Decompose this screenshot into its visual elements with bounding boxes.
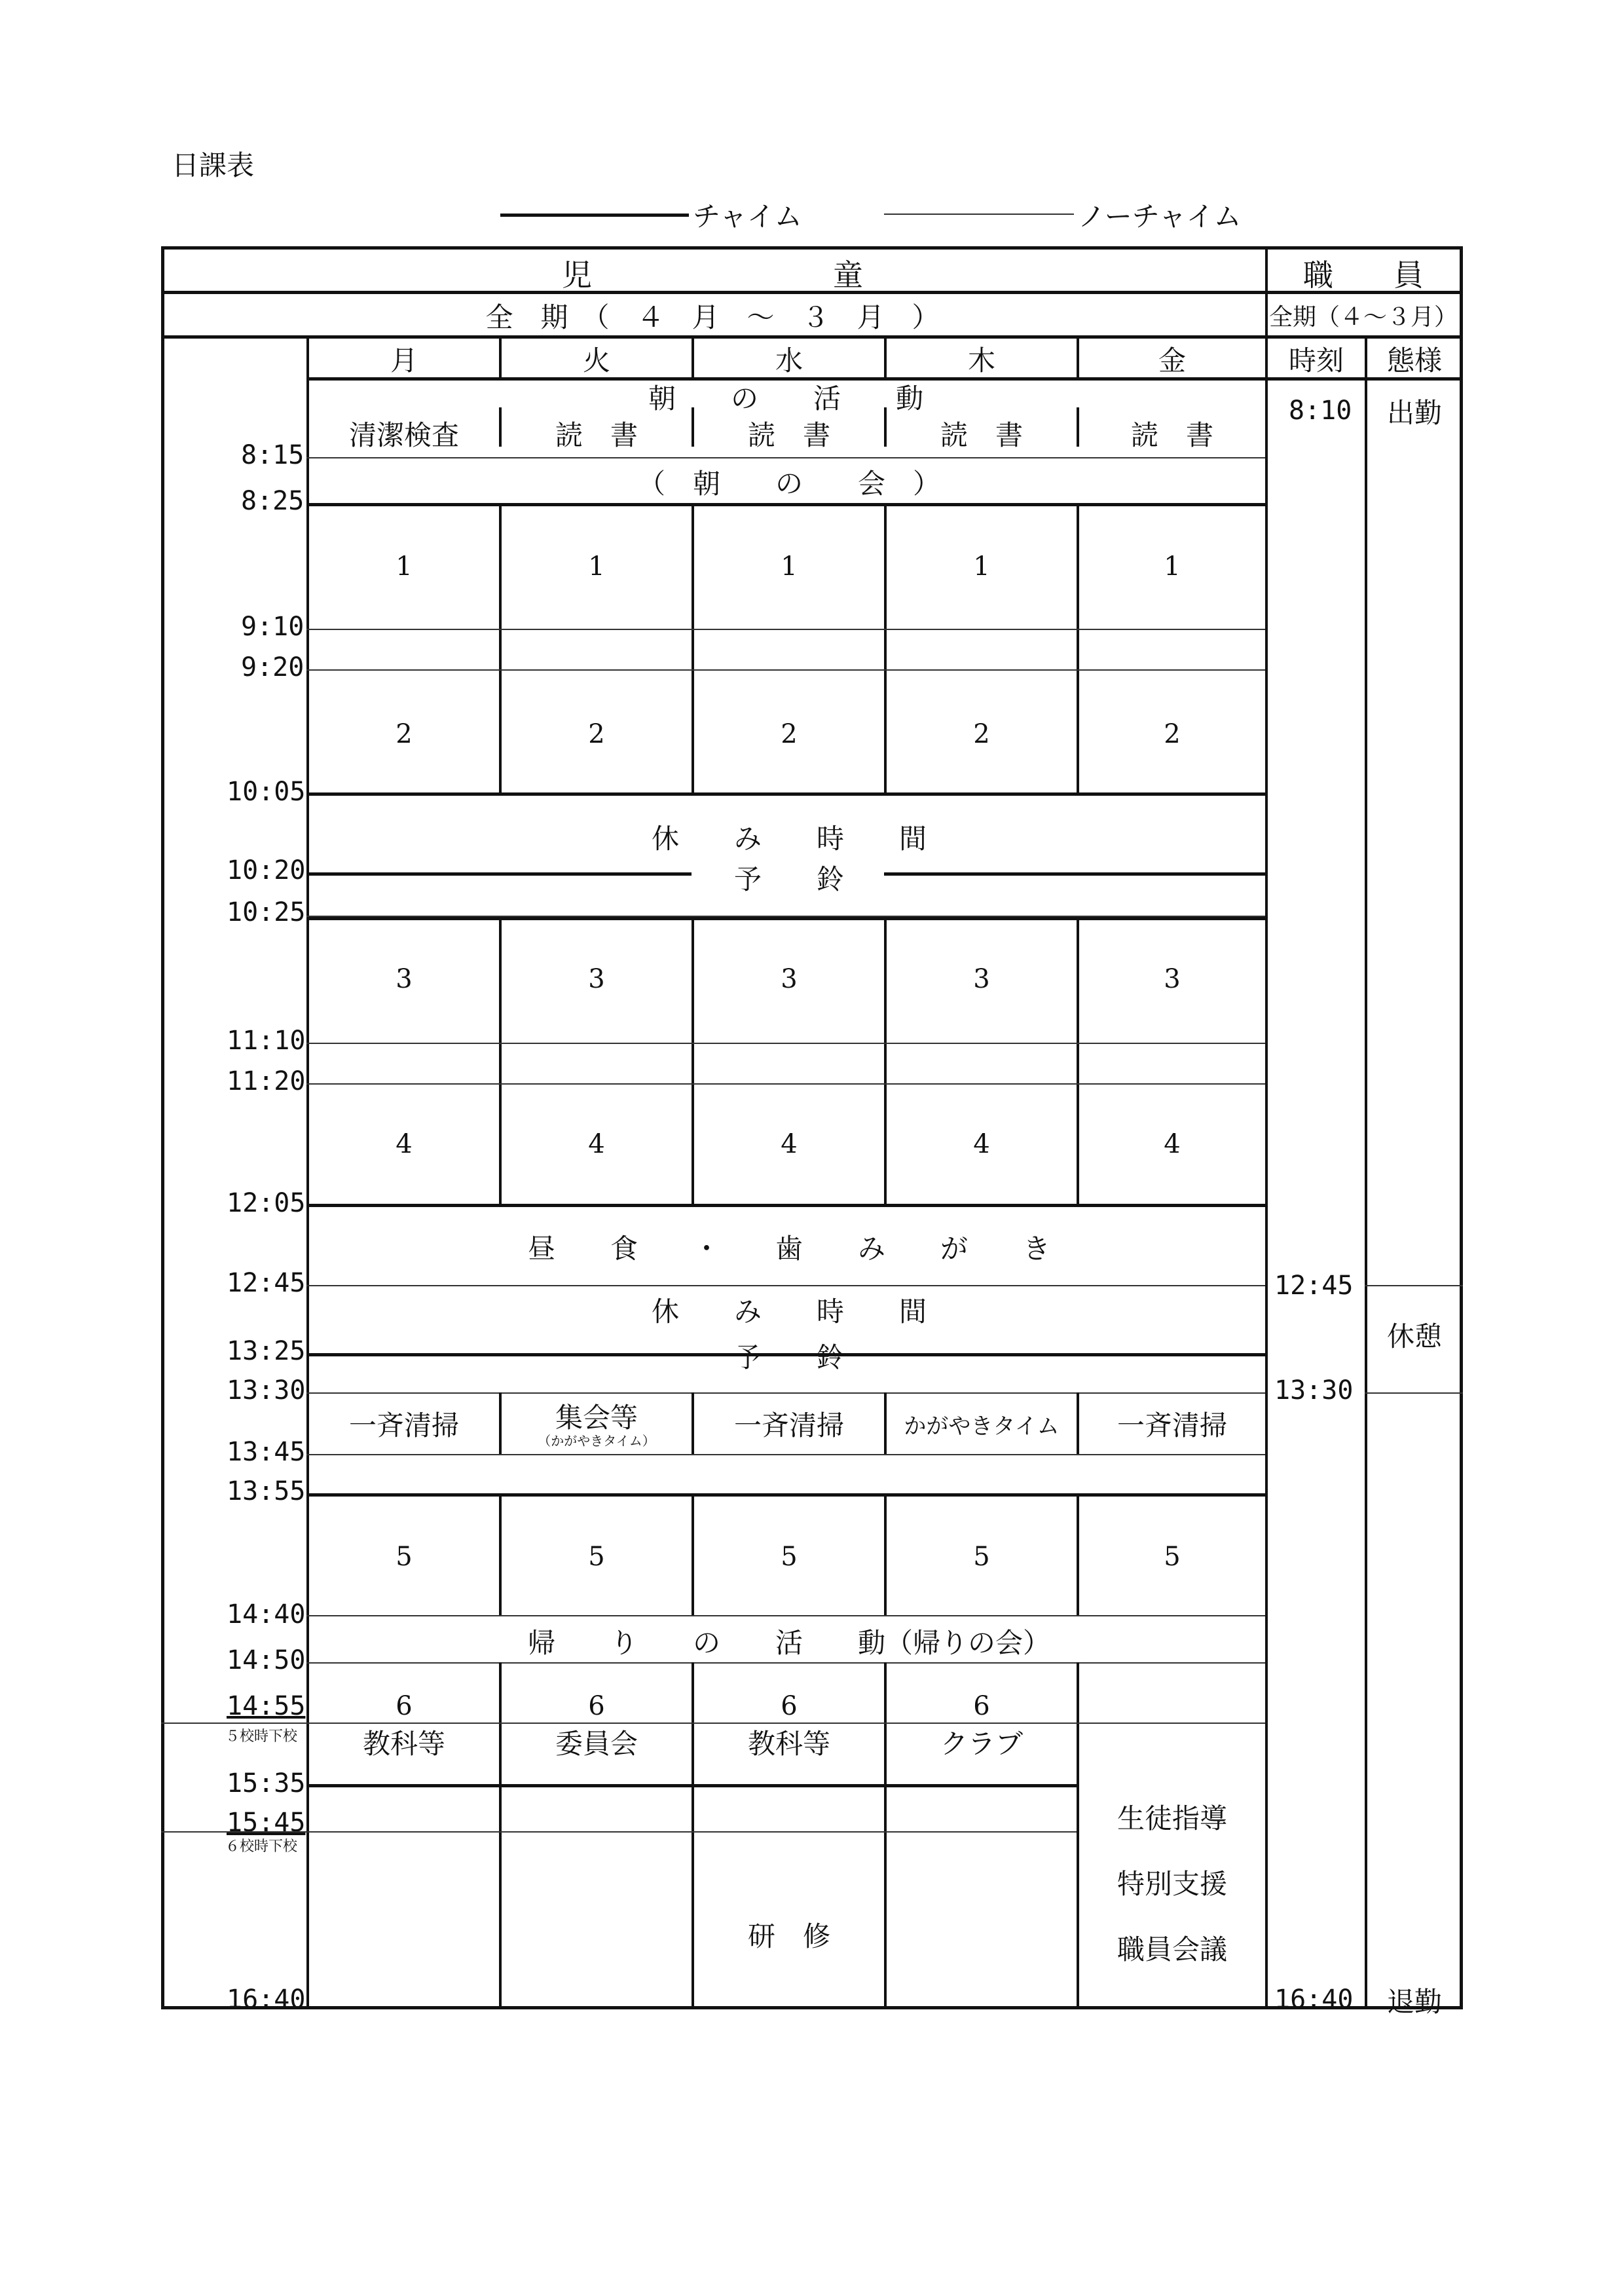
cleaning-thu: かがやきタイム [904, 1413, 1060, 1440]
line-1005 [306, 792, 1265, 796]
training-label: 研 修 [747, 1920, 831, 1952]
p5-divider-4 [1077, 1493, 1079, 1615]
p34-divider-4 [1077, 917, 1079, 1205]
period3-wed: 3 [781, 964, 798, 994]
clean-divider-1 [499, 1392, 502, 1455]
period3-thu: 3 [973, 964, 990, 994]
students-header: 児 童 [562, 257, 863, 293]
period3-fri: 3 [1164, 964, 1181, 994]
staff-rest-top [1365, 1285, 1463, 1286]
staff-col-status: 態様 [1386, 345, 1443, 377]
staff-time-rest-start: 12:45 [1274, 1271, 1354, 1301]
day-wednesday: 水 [775, 345, 803, 377]
staff-section-divider [1265, 246, 1268, 2009]
line-0815 [306, 457, 1265, 458]
p6-divider-1 [499, 1662, 502, 2009]
period5-thu: 5 [973, 1542, 990, 1572]
staff-header: 職 員 [1303, 257, 1424, 293]
time-1020: 10:20 [227, 855, 306, 885]
cleaning-mon: 一斉清掃 [348, 1409, 460, 1442]
p34-divider-2 [692, 917, 694, 1205]
period3-tue: 3 [588, 964, 605, 994]
time-1545: 15:45 [227, 1808, 306, 1838]
time-1025: 10:25 [227, 897, 306, 927]
line-1345 [306, 1454, 1265, 1455]
line-1330 [306, 1392, 1265, 1394]
period6-tue-label: 委員会 [555, 1728, 638, 1760]
line-1535 [306, 1784, 1077, 1787]
line-1245 [306, 1285, 1265, 1286]
friday-item-special-support: 特別支援 [1116, 1868, 1228, 1900]
line-0825 [306, 503, 1265, 506]
staff-col-time: 時刻 [1288, 345, 1344, 377]
line-1455-fri [1077, 1723, 1265, 1724]
staff-period: 全期（４～３月） [1268, 304, 1458, 331]
period1-mon: 1 [396, 551, 413, 582]
day-divider-2 [692, 335, 694, 377]
time-1535: 15:35 [227, 1768, 306, 1798]
time-1450: 14:50 [227, 1645, 306, 1675]
staff-time-rest-end: 13:30 [1274, 1375, 1354, 1406]
period4-mon: 4 [396, 1129, 413, 1159]
time-1440: 14:40 [227, 1599, 306, 1630]
period2-thu: 2 [973, 719, 990, 749]
period5-tue: 5 [588, 1542, 605, 1572]
time-1110: 11:10 [227, 1026, 306, 1056]
time-0815: 8:15 [241, 440, 304, 470]
staff-time-in: 8:10 [1289, 396, 1352, 426]
line-1355 [306, 1493, 1265, 1497]
staff-status-out: 退勤 [1386, 1986, 1443, 2018]
cleaning-wed: 一斉清掃 [733, 1409, 845, 1442]
cleaning-fri: 一斉清掃 [1116, 1409, 1228, 1442]
period6-wed-num: 6 [781, 1691, 798, 1721]
morning-activity-label: 朝 の 活 動 [648, 382, 924, 415]
day-monday: 月 [390, 345, 418, 377]
period4-wed: 4 [781, 1129, 798, 1159]
time-1330: 13:30 [227, 1375, 306, 1406]
chime-legend-label: チャイム [693, 200, 802, 233]
staff-time-out: 16:40 [1274, 1984, 1354, 2015]
morning-divider-3 [884, 407, 887, 447]
morning-item-thu: 読 書 [940, 419, 1024, 451]
period3-mon: 3 [396, 964, 413, 994]
time-1455: 14:55 [227, 1691, 306, 1721]
period6-tue-num: 6 [588, 1691, 605, 1721]
period6-thu-num: 6 [973, 1691, 990, 1721]
p6-divider-2 [692, 1662, 694, 2009]
morning-divider-2 [692, 407, 694, 447]
period1-fri: 1 [1164, 551, 1181, 582]
p6-divider-3 [884, 1662, 887, 2009]
day-thursday: 木 [967, 345, 996, 377]
period5-fri: 5 [1164, 1542, 1181, 1572]
line-0920 [306, 669, 1265, 671]
staff-rest-bottom [1365, 1392, 1463, 1394]
chime-legend-line [500, 214, 689, 217]
line-1440 [306, 1615, 1265, 1616]
morning-item-mon: 清潔検査 [348, 419, 460, 451]
friday-item-guidance: 生徒指導 [1116, 1802, 1228, 1835]
time-column-divider [306, 335, 309, 2009]
day-divider-4 [1077, 335, 1079, 377]
clean-divider-4 [1077, 1392, 1079, 1455]
p34-divider-1 [499, 917, 502, 1205]
p6-divider-4 [1077, 1662, 1079, 2009]
line-1205 [306, 1204, 1265, 1207]
lunch-label: 昼 食 ・ 歯 み が き [527, 1233, 1051, 1265]
staff-status-in: 出勤 [1386, 397, 1443, 429]
morning-divider-1 [499, 407, 502, 447]
break1-label: 休 み 時 間 [651, 823, 927, 855]
line-1020-right [884, 872, 1265, 876]
morning-meeting-label: （ 朝 の 会 ） [637, 468, 941, 500]
friday-item-staff-meeting: 職員会議 [1116, 1933, 1228, 1965]
p12-divider-3 [884, 503, 887, 794]
clean-divider-2 [692, 1392, 694, 1455]
time-1640: 16:40 [227, 1984, 306, 2015]
period2-tue: 2 [588, 719, 605, 749]
morning-divider-4 [1077, 407, 1079, 447]
p12-divider-2 [692, 503, 694, 794]
period4-thu: 4 [973, 1129, 990, 1159]
time-1355: 13:55 [227, 1476, 306, 1506]
clean-divider-3 [884, 1392, 887, 1455]
day-divider-1 [499, 335, 502, 377]
period6-thu-label: クラブ [940, 1728, 1024, 1760]
line-1110 [306, 1043, 1265, 1044]
morning-item-fri: 読 書 [1130, 419, 1214, 451]
p5-divider-3 [884, 1493, 887, 1615]
cleaning-tue: 集会等 [555, 1402, 638, 1434]
p12-divider-1 [499, 503, 502, 794]
time-1245: 12:45 [227, 1268, 306, 1298]
morning-item-tue: 読 書 [555, 419, 638, 451]
time-1345: 13:45 [227, 1437, 306, 1467]
period2-mon: 2 [396, 719, 413, 749]
yorei2-label: 予 鈴 [733, 1341, 845, 1373]
period4-fri: 4 [1164, 1129, 1181, 1159]
line-1450 [306, 1662, 1265, 1664]
period5-wed: 5 [781, 1542, 798, 1572]
time-0825: 8:25 [241, 486, 304, 516]
homeroom-label: 帰 り の 活 動（帰りの会） [527, 1627, 1051, 1659]
day-tuesday: 火 [582, 345, 611, 377]
time-1325: 13:25 [227, 1336, 306, 1366]
note-5th-dismissal: ５校時下校 [225, 1728, 298, 1745]
staff-status-rest: 休憩 [1386, 1320, 1443, 1352]
period6-mon-label: 教科等 [362, 1728, 446, 1760]
note-6th-dismissal: ６校時下校 [225, 1838, 298, 1855]
no-chime-legend-line [884, 214, 1074, 215]
students-period: 全 期 （ ４ 月 ～ ３ 月 ） [485, 301, 940, 333]
line-6th-dismissal [161, 1831, 1077, 1833]
p5-divider-1 [499, 1493, 502, 1615]
period6-wed-label: 教科等 [747, 1728, 831, 1760]
doc-title: 日課表 [172, 149, 255, 181]
break2-label: 休 み 時 間 [651, 1295, 927, 1328]
time-1005: 10:05 [227, 777, 306, 807]
day-divider-3 [884, 335, 887, 377]
p12-divider-4 [1077, 503, 1079, 794]
time-0910: 9:10 [241, 612, 304, 642]
yorei1-label: 予 鈴 [733, 863, 845, 895]
period6-mon-num: 6 [396, 1691, 413, 1721]
p34-divider-3 [884, 917, 887, 1205]
day-friday: 金 [1158, 345, 1187, 377]
period2-wed: 2 [781, 719, 798, 749]
period4-tue: 4 [588, 1129, 605, 1159]
time-1205: 12:05 [227, 1188, 306, 1218]
morning-item-wed: 読 書 [747, 419, 831, 451]
p5-divider-2 [692, 1493, 694, 1615]
no-chime-legend-label: ノーチャイム [1078, 200, 1242, 233]
period1-thu: 1 [973, 551, 990, 582]
staff-col-divider [1365, 335, 1367, 2009]
cleaning-tue-sub: （かがやきタイム） [538, 1433, 655, 1449]
line-0910 [306, 629, 1265, 630]
time-0920: 9:20 [241, 652, 304, 682]
period5-mon: 5 [396, 1542, 413, 1572]
line-1120 [306, 1083, 1265, 1085]
period1-wed: 1 [781, 551, 798, 582]
time-1120: 11:20 [227, 1066, 306, 1096]
p34-top [306, 917, 1265, 920]
line-1020-left [306, 872, 692, 876]
period2-fri: 2 [1164, 719, 1181, 749]
period1-tue: 1 [588, 551, 605, 582]
